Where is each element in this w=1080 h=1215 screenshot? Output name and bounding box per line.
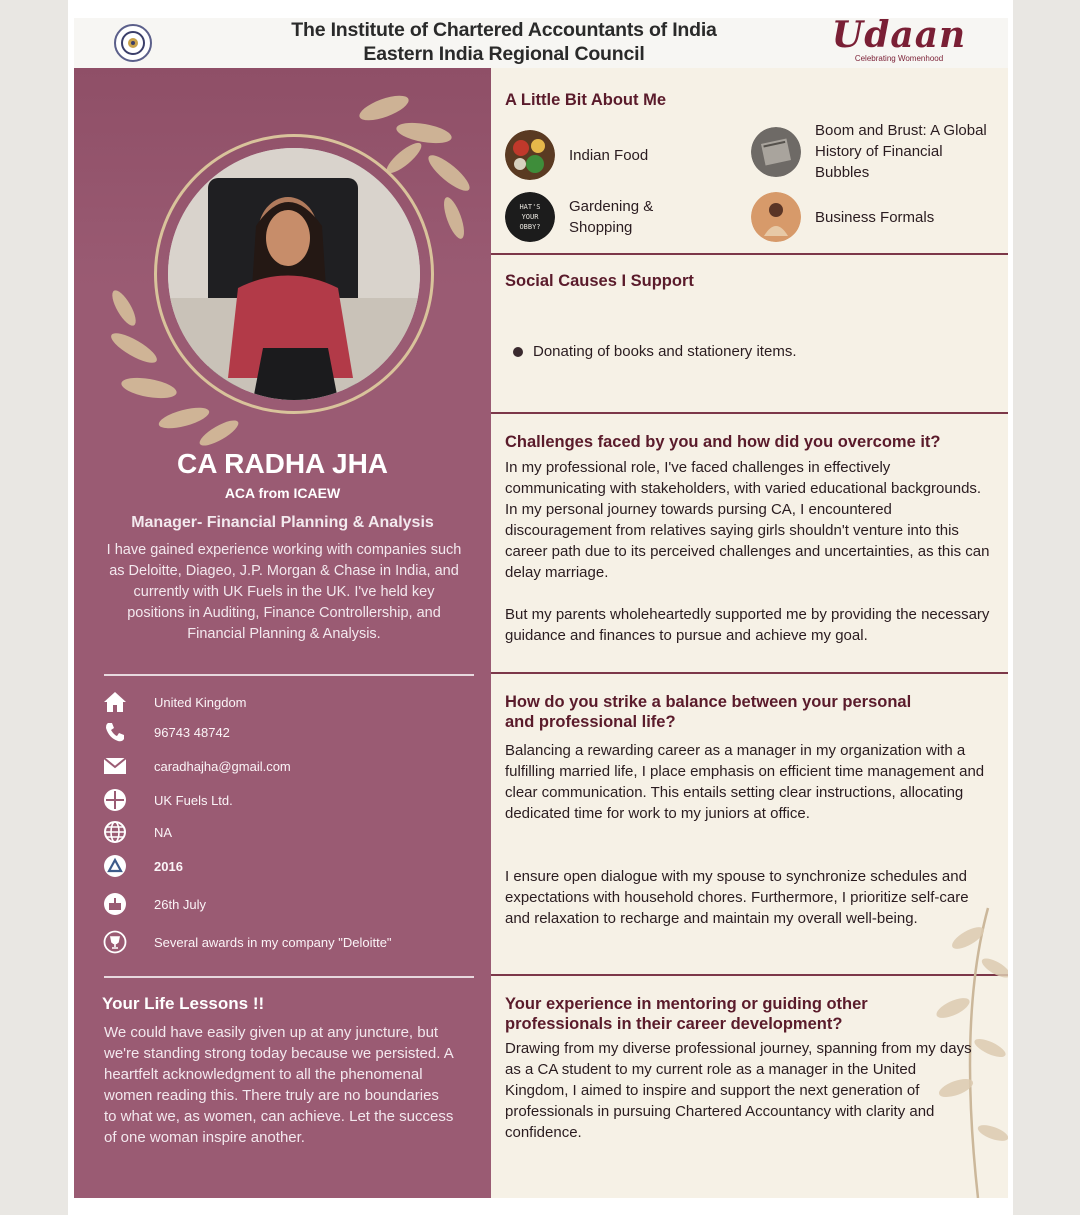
about-heading: A Little Bit About Me: [505, 91, 667, 109]
challenges-heading: Challenges faced by you and how did you overcome it?: [505, 433, 941, 451]
icai-logo-icon: [108, 22, 158, 64]
company-icon: [102, 787, 128, 813]
contact-row: [102, 786, 482, 814]
hobby-label: Boom and Brust: A Global History of Financial Bubbles: [815, 122, 987, 181]
contact-row: [102, 752, 482, 780]
header: [74, 14, 1008, 68]
profile-name: CA RADHA JHA: [176, 448, 389, 479]
balance-text-2: I ensure open dialogue with my spouse to synchronize schedules and expectations with household chores. Furthermore, I prioritize self-care and relaxation to recharge and maintain my overall well-being.: [505, 868, 969, 927]
udaan-brand: [814, 14, 984, 63]
contact-company: UK Fuels Ltd.: [154, 792, 233, 808]
lessons-text: We could have easily given up at any juncture, but we're standing strong today because we persisted. A heartfelt acknowledgment to all the phenomenal women reading this. There truly are no boundaries to what we, as women, can achieve. Let the success of one woman inspire another.: [104, 1024, 454, 1146]
food-image-icon: [505, 130, 555, 180]
divider: [104, 976, 474, 978]
org-line-1: The Institute of Chartered Accountants of India: [291, 19, 717, 41]
hobby-label: Gardening & Shopping: [569, 198, 654, 236]
profile-qualification: ACA from ICAEW: [224, 485, 341, 501]
brand-tagline: Celebrating Womenhood: [854, 54, 944, 63]
cause-item: [513, 343, 796, 360]
ca-badge-icon: [102, 853, 128, 879]
home-icon: [102, 689, 128, 715]
book-image-icon: [751, 127, 801, 177]
org-line-2: Eastern India Regional Council: [363, 43, 645, 65]
contact-row: [102, 688, 482, 716]
hobby-item: [505, 192, 689, 242]
mentoring-text: Drawing from my diverse professional journey, spanning from my days as a CA student to my current role as a manager in the United Kingdom, I aimed to inspire and support the next generation of professionals in pursuing Chartered Accountancy with clarity and confidence.: [505, 1040, 972, 1141]
svg-text:YOUR: YOUR: [521, 213, 539, 221]
svg-text:HAT'S: HAT'S: [519, 203, 541, 211]
mail-icon: [102, 753, 128, 779]
hobby-label: Indian Food: [569, 146, 649, 164]
left-panel: [74, 68, 491, 1198]
contact-awards: Several awards in my company "Deloitte": [154, 934, 392, 950]
hobby-badge-icon: [505, 192, 555, 242]
causes-heading: Social Causes I Support: [505, 272, 694, 290]
balance-text-1: Balancing a rewarding career as a manager in my organization with a fulfilling married life, I place emphasis on efficient time management and clear communication. This entails setting clear instructions, allocating dedicated time for work to my juniors at office.: [505, 742, 985, 822]
contact-ca-year: 2016: [154, 858, 183, 874]
bullet-icon: [513, 347, 523, 357]
svg-text:OBBY?: OBBY?: [519, 223, 541, 231]
section-divider: [491, 412, 1008, 414]
cause-text: Donating of books and stationery items.: [533, 343, 797, 360]
profile-role: Manager- Financial Planning & Analysis: [131, 514, 434, 531]
contact-row: [102, 718, 482, 746]
divider: [104, 674, 474, 676]
hobby-item: [751, 120, 991, 183]
formals-image-icon: [751, 192, 801, 242]
globe-icon: [102, 819, 128, 845]
trophy-icon: [102, 929, 128, 955]
lessons-heading: Your Life Lessons !!: [102, 994, 265, 1013]
brand-name: Udaan: [831, 14, 967, 56]
section-divider: [491, 672, 1008, 674]
contact-phone: 96743 48742: [154, 724, 230, 740]
contact-row: [102, 818, 482, 846]
contact-row: [102, 928, 482, 956]
mentoring-heading: Your experience in mentoring or guiding other professionals in their career development?: [505, 995, 868, 1033]
contact-email[interactable]: caradhajha@gmail.com: [154, 758, 291, 774]
profile-photo: [168, 148, 420, 400]
section-divider: [491, 253, 1008, 255]
right-panel: [491, 68, 1008, 1198]
profile-sheet: [68, 0, 1013, 1215]
profile-bio: I have gained experience working with companies such as Deloitte, Diageo, J.P. Morgan & Chase in India, and currently with UK Fuels in the UK. I've held key positions in Auditing, Finance Controllership, and Financial Planning & Analysis.: [106, 542, 462, 642]
challenges-text-2: But my parents wholeheartedly supported me by providing the necessary guidance and finances to pursue and achieve my goal.: [505, 606, 990, 644]
balance-heading: How do you strike a balance between your personal and professional life?: [505, 693, 912, 731]
contact-birthday: 26th July: [154, 896, 207, 912]
contact-row: [102, 852, 482, 880]
contact-location: United Kingdom: [154, 694, 247, 710]
hobby-label: Business Formals: [815, 208, 935, 226]
birthday-cake-icon: [102, 891, 128, 917]
contact-row: [102, 890, 482, 918]
org-title: [224, 18, 784, 66]
challenges-text-1: In my professional role, I've faced challenges in effectively communicating with stakeholders, with varied educational backgrounds. In my personal journey towards pursing CA, I encountered discouragement from relatives saying girls shouldn't venture into this career path due to its perceived challenges and uncertainties, as this can delay marriage.: [505, 459, 990, 581]
hobby-item: [505, 130, 648, 180]
hobby-item: [751, 192, 934, 242]
phone-icon: [102, 719, 128, 745]
contact-website: NA: [154, 824, 173, 840]
